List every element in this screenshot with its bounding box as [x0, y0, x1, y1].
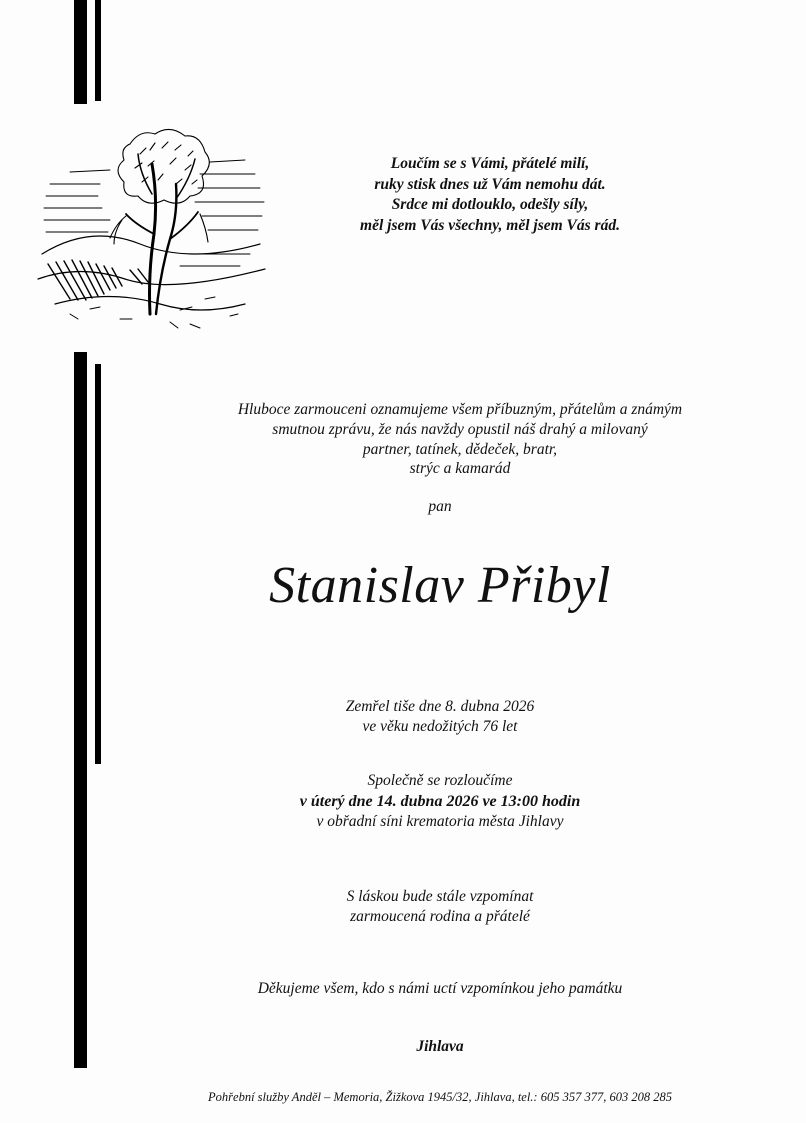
funeral-venue: v obřadní síni krematoria města Jihlavy — [316, 813, 564, 830]
mourning-bar-bottom-thick — [74, 352, 87, 1068]
intro-line: partner, tatínek, dědeček, bratr, — [362, 440, 558, 458]
poem-line: Srdce mi dotlouklo, odešly síly, — [391, 196, 589, 213]
funeral-intro: Společně se rozloučíme — [367, 772, 513, 789]
mourning-bar-bottom-thin — [95, 364, 101, 764]
mourning-bar-top-thick — [74, 0, 87, 104]
honorific-title: pan — [428, 498, 452, 515]
poem-line: měl jsem Vás všechny, měl jsem Vás rád. — [360, 216, 620, 234]
deceased-name: Stanislav Přibyl — [269, 557, 611, 614]
intro-line: strýc a kamarád — [409, 460, 511, 478]
death-line: Zemřel tiše dne 8. dubna 2026 — [345, 698, 535, 715]
funeral-service-footer: Pohřební služby Anděl – Memoria, Žižkova 1945/32, Jihlava, tel.: 605 357 377, 603 208 285 — [208, 1090, 672, 1104]
memory-line: zarmoucená rodina a přátelé — [350, 907, 530, 925]
death-info — [120, 697, 760, 736]
remembrance-text — [120, 887, 760, 926]
memory-line: S láskou bude stále vzpomínat — [346, 888, 534, 905]
farewell-poem — [300, 154, 680, 236]
announcement-text — [160, 400, 760, 479]
tree-landscape-icon — [30, 104, 270, 336]
place-name: Jihlava — [416, 1038, 464, 1055]
funeral-info — [120, 771, 760, 833]
thanks-text: Děkujeme všem, kdo s námi uctí vzpomínkou jeho památku — [257, 980, 623, 997]
intro-line: smutnou zprávu, že nás navždy opustil náš drahý a milovaný — [272, 420, 648, 438]
poem-line: ruky stisk dnes už Vám nemohu dát. — [374, 175, 606, 193]
mourning-bar-top-thin — [95, 0, 101, 101]
funeral-date-time: v úterý dne 14. dubna 2026 ve 13:00 hodin — [299, 792, 581, 810]
intro-line: Hluboce zarmouceni oznamujeme všem příbuzným, přátelům a známým — [237, 401, 683, 418]
death-line: ve věku nedožitých 76 let — [362, 717, 518, 735]
poem-line: Loučím se s Vámi, přátelé milí, — [390, 155, 590, 172]
